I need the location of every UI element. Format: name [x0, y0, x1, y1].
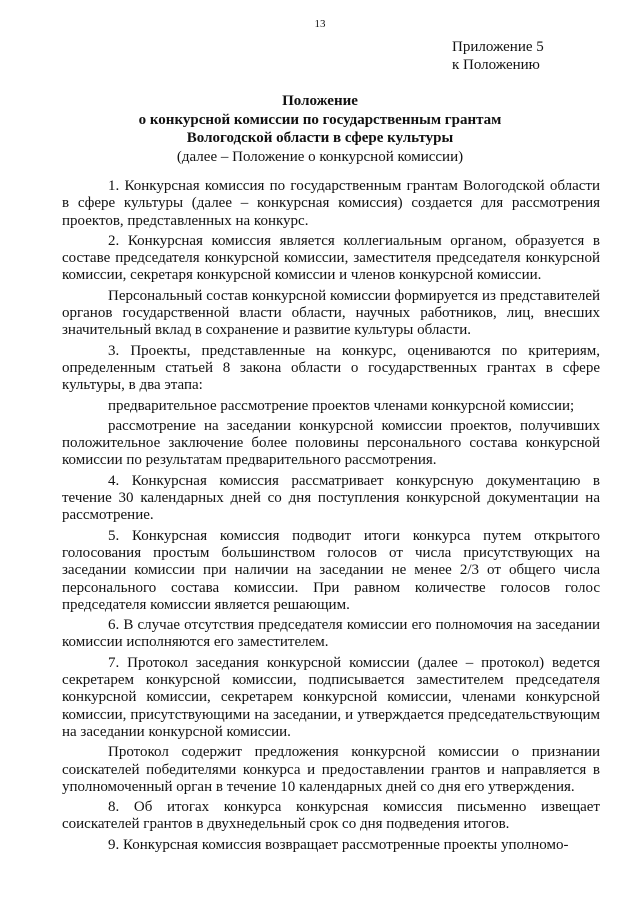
paragraph-3-stage-2: рассмотрение на заседании конкурсной комиссии проектов, получивших положительное заключение более половины персонального состава конкурсной комиссии по результатам предварительного рассмотрения. — [62, 417, 600, 469]
paragraph-9: 9. Конкурсная комиссия возвращает рассмотренные проекты уполномо- — [108, 836, 569, 853]
appendix-line-1: Приложение 5 — [452, 39, 544, 55]
heading-title: Положение — [282, 93, 358, 109]
paragraph-7: 7. Протокол заседания конкурсной комиссии (далее – протокол) ведется секретарем конкурсной комиссии, подписывается заместителем председателя конкурсной комиссии, секретарем конкурсной комиссии, членами конкурсной комиссии, присутствующими на заседании, и утверждается председательствующим на заседании конкурсной комиссии. — [62, 654, 600, 740]
paragraph-1: 1. Конкурсная комиссия по государственным грантам Вологодской области в сфере культуры (далее – конкурсная комиссия) создается для рассмотрения проектов, представленных на конкурс. — [62, 178, 600, 229]
paragraph-5: 5. Конкурсная комиссия подводит итоги конкурса путем открытого голосования простым большинством голосов от числа присутствующих на заседании комиссии при наличии на заседании не менее 2/3 от общего числа персонального состава комиссии. При равном количестве голосов голос председателя комиссии является решающим. — [62, 527, 600, 613]
paragraph-2: 2. Конкурсная комиссия является коллегиальным органом, образуется в составе председателя конкурсной комиссии, заместителя председателя конкурсной комиссии, секретаря конкурсной комиссии и членов конкурсной комиссии. — [62, 232, 600, 284]
heading-subtitle-1: о конкурсной комиссии по государственным грантам — [138, 111, 502, 128]
document-body — [62, 178, 600, 857]
heading-subtitle-2: Вологодской области в сфере культуры — [186, 130, 454, 146]
paragraph-3-stage-1: предварительное рассмотрение проектов членами конкурсной комиссии; — [108, 397, 575, 414]
paragraph-7-protocol: Протокол содержит предложения конкурсной комиссии о признании соискателей победителями конкурса и предоставлении грантов и направляется в уполномоченный орган в течение 10 календарных дней со дня его утверждения. — [62, 744, 600, 795]
paragraph-4: 4. Конкурсная комиссия рассматривает конкурсную документацию в течение 30 календарных дней со дня поступления конкурсной документации на рассмотрение. — [62, 472, 600, 524]
heading-abbreviation: (далее – Положение о конкурсной комиссии) — [176, 148, 464, 165]
paragraph-8: 8. Об итогах конкурса конкурсная комиссия письменно извещает соискателей грантов в двухнедельный срок со дня подведения итогов. — [62, 799, 600, 833]
paragraph-6: 6. В случае отсутствия председателя комиссии его полномочия на заседании комиссии исполняются его заместителем. — [62, 617, 600, 651]
paragraph-3: 3. Проекты, представленные на конкурс, оцениваются по критериям, определенным статьей 8 закона области о государственных грантах в сфере культуры, в два этапа: — [62, 342, 600, 394]
appendix-note — [452, 38, 544, 74]
document-heading — [0, 92, 640, 166]
paragraph-2-composition: Персональный состав конкурсной комиссии формируется из представителей органов государственной власти области, научных работников, лиц, внесших значительный вклад в сохранение и развитие культуры области. — [62, 287, 600, 339]
page-number: 13 — [314, 18, 326, 30]
appendix-line-2: к Положению — [452, 57, 540, 73]
